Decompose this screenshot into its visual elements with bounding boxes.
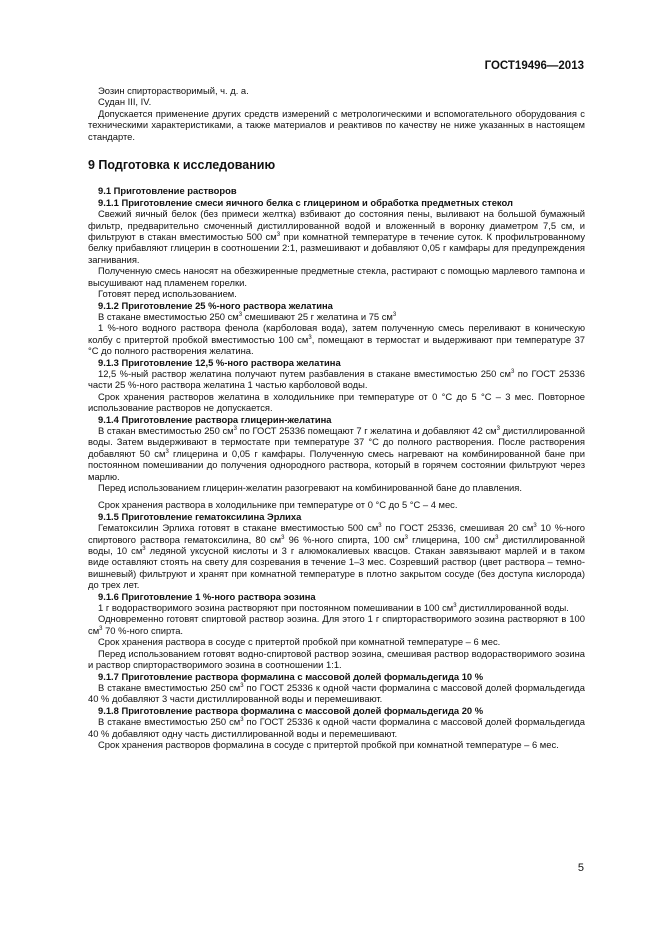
- subsection-title-9-1-6: 9.1.6 Приготовление 1 %-ного раствора эозина: [98, 590, 316, 602]
- subsection-title-9-1-4: 9.1.4 Приготовление раствора глицерин-желатина: [98, 413, 332, 425]
- paragraph-9-1-6-2: Одновременно готовят спиртовой раствор эозина. Для этого 1 г спирторастворимого эозина растворяют в 100 $см^3$ 70 %-ного спирта.: [88, 613, 585, 636]
- paragraph-9-1-8-2: Срок хранения растворов формалина в сосуде с притертой пробкой при комнатной температуре – 6 мес.: [98, 738, 559, 750]
- paragraph-9-1-4-1: В стакан вместимостью 250 $см^3$ по ГОСТ 25336 помещают 7 г желатина и добавляют 42 $см^3$ дистиллированной воды. Затем выдерживают в термостате при температуре 37 °С до полного растворения. После растворения добавляют 50 $см^3$ глицерина и 0,05 г камфары. Полученную смесь нагревают на комбинированной бане при постоянном помешивании до получения однородного раствора, который в горячем состоянии фильтруют через марлю.: [88, 424, 586, 482]
- paragraph-9-1-1-3: Готовят перед использованием.: [98, 288, 237, 300]
- paragraph-9-1-3-1: 12,5 %-ный раствор желатина получают путем разбавления в стакане вместимостью 250 $см^3$ по ГОСТ 25336 части 25 %-ного раствора желатина 1 частью карболовой воды.: [88, 367, 585, 391]
- paragraph-9-1-4-2: Перед использованием глицерин-желатин разогревают на комбинированной бане до плавления.: [98, 482, 522, 493]
- paragraph-9-1-4-3: Срок хранения раствора в холодильнике при температуре от 0 °С до 5 °С – 4 мес.: [98, 499, 458, 511]
- page-number: 5: [577, 862, 584, 874]
- section-title: 9 Подготовка к исследованию: [88, 158, 276, 173]
- intro-paragraph: Допускается применение других средств измерений с метрологическими и вспомогательного оборудования с техническими характеристиками, а также материалов и реактивов по качеству не ниже указанных в настоящем стандарте.: [88, 107, 585, 142]
- paragraph-9-1-6-1: 1 г водорастворимого эозина растворяют при постоянном помешивании в 100 $см^3$ дистиллированной воды.: [98, 602, 569, 614]
- paragraph-9-1-6-3: Срок хранения раствора в сосуде с притертой пробкой при комнатной температуре – 6 мес.: [98, 636, 501, 648]
- subsection-title-9-1-2: 9.1.2 Приготовление 25 %-ного раствора желатина: [98, 299, 333, 311]
- subsection-title-9-1-8: 9.1.8 Приготовление раствора формалина с массовой долей формальдегида 20 %: [98, 704, 484, 716]
- intro-line-eosin: Эозин спирторастворимый, ч. д. а.: [98, 85, 249, 96]
- subsection-title-9-1: 9.1 Приготовление растворов: [98, 185, 237, 197]
- subsection-title-9-1-3: 9.1.3 Приготовление 12,5 %-ного раствора желатина: [98, 356, 341, 368]
- paragraph-9-1-1-1: Свежий яичный белок (без примеси желтка) взбивают до состояния пены, выливают на большой бумажный фильтр, предварительно смоченный дистиллированной водой и вложенный в воронку диаметром 7,5 см, и фильтруют в стакан вместимостью 500 $см^3$ при комнатной температуре в течение суток. К профильтрованному белку прибавляют глицерин в соотношении 2:1, размешивают и добавляют 0,05 г камфары для предупреждения загнивания.: [88, 208, 586, 265]
- paragraph-9-1-5-1: Гематоксилин Эрлиха готовят в стакане вместимостью 500 $см^3$ по ГОСТ 25336, смешивая 20 $см^3$ 10 %-ного спиртового раствора гематоксилина, 80 $см^3$ 96 %-ного спирта, 100 $см^3$ глицерина, 100 $см^3$ дистиллированной воды, 10 $см^3$ ледяной уксусной кислоты и 3 г алюмокалиевых квасцов. Стакан завязывают марлей и в таком виде оставляют стоять на свету для созревания в течение 1–3 мес. Созревший раствор (цвет раствора – темно-вишневый) фильтруют и хранят при комнатной температуре в плотно закрытом сосуде (без доступа кислорода) до трех лет.: [88, 522, 585, 591]
- paragraph-9-1-1-2: Полученную смесь наносят на обезжиренные предметные стекла, растирают с помощью марлевого тампона и высушивают над пламенем горелки.: [88, 265, 585, 288]
- paragraph-9-1-3-2: Срок хранения растворов желатина в холодильнике при температуре от 0 °С до 5 °С – 3 мес. Повторное использование растворов не допускается.: [88, 390, 585, 414]
- paragraph-9-1-8-1: В стакане вместимостью 250 $см^3$ по ГОСТ 25336 к одной части формалина с массовой долей формальдегида 40 % добавляют одну часть дистиллированной воды и перемешивают.: [88, 716, 585, 739]
- subsection-title-9-1-1: 9.1.1 Приготовление смеси яичного белка с глицерином и обработка предметных стекол: [98, 196, 513, 208]
- subsection-title-9-1-7: 9.1.7 Приготовление раствора формалина с массовой долей формальдегида 10 %: [98, 670, 484, 682]
- paragraph-9-1-2-2: 1 %-ного водного раствора фенола (карболовая вода), затем полученную смесь переливают в коническую колбу с притертой пробкой вместимостью 100 $см^3$, помещают в термостат и выдерживают при температуре 37 °С до полного растворения желатина.: [88, 322, 585, 357]
- paragraph-9-1-6-4: Перед использованием готовят водно-спиртовой раствор эозина, смешивая раствор водорастворимого эозина и раствор спирторастворимого эозина в соотношении 1:1.: [88, 647, 585, 671]
- document-id-header: ГОСТ19496—2013: [484, 60, 584, 72]
- page-content: [88, 85, 585, 750]
- paragraph-9-1-7-1: В стакане вместимостью 250 $см^3$ по ГОСТ 25336 к одной части формалина с массовой долей формальдегида 40 % добавляют 3 части дистиллированной воды и перемешивают.: [88, 681, 585, 705]
- paragraph-9-1-2-1: В стакане вместимостью 250 $см^3$ смешивают 25 г желатина и 75 $см^3$: [98, 310, 397, 322]
- intro-line-sudan: Судан III, IV.: [98, 96, 152, 108]
- subsection-title-9-1-5: 9.1.5 Приготовление гематоксилина Эрлиха: [98, 510, 302, 522]
